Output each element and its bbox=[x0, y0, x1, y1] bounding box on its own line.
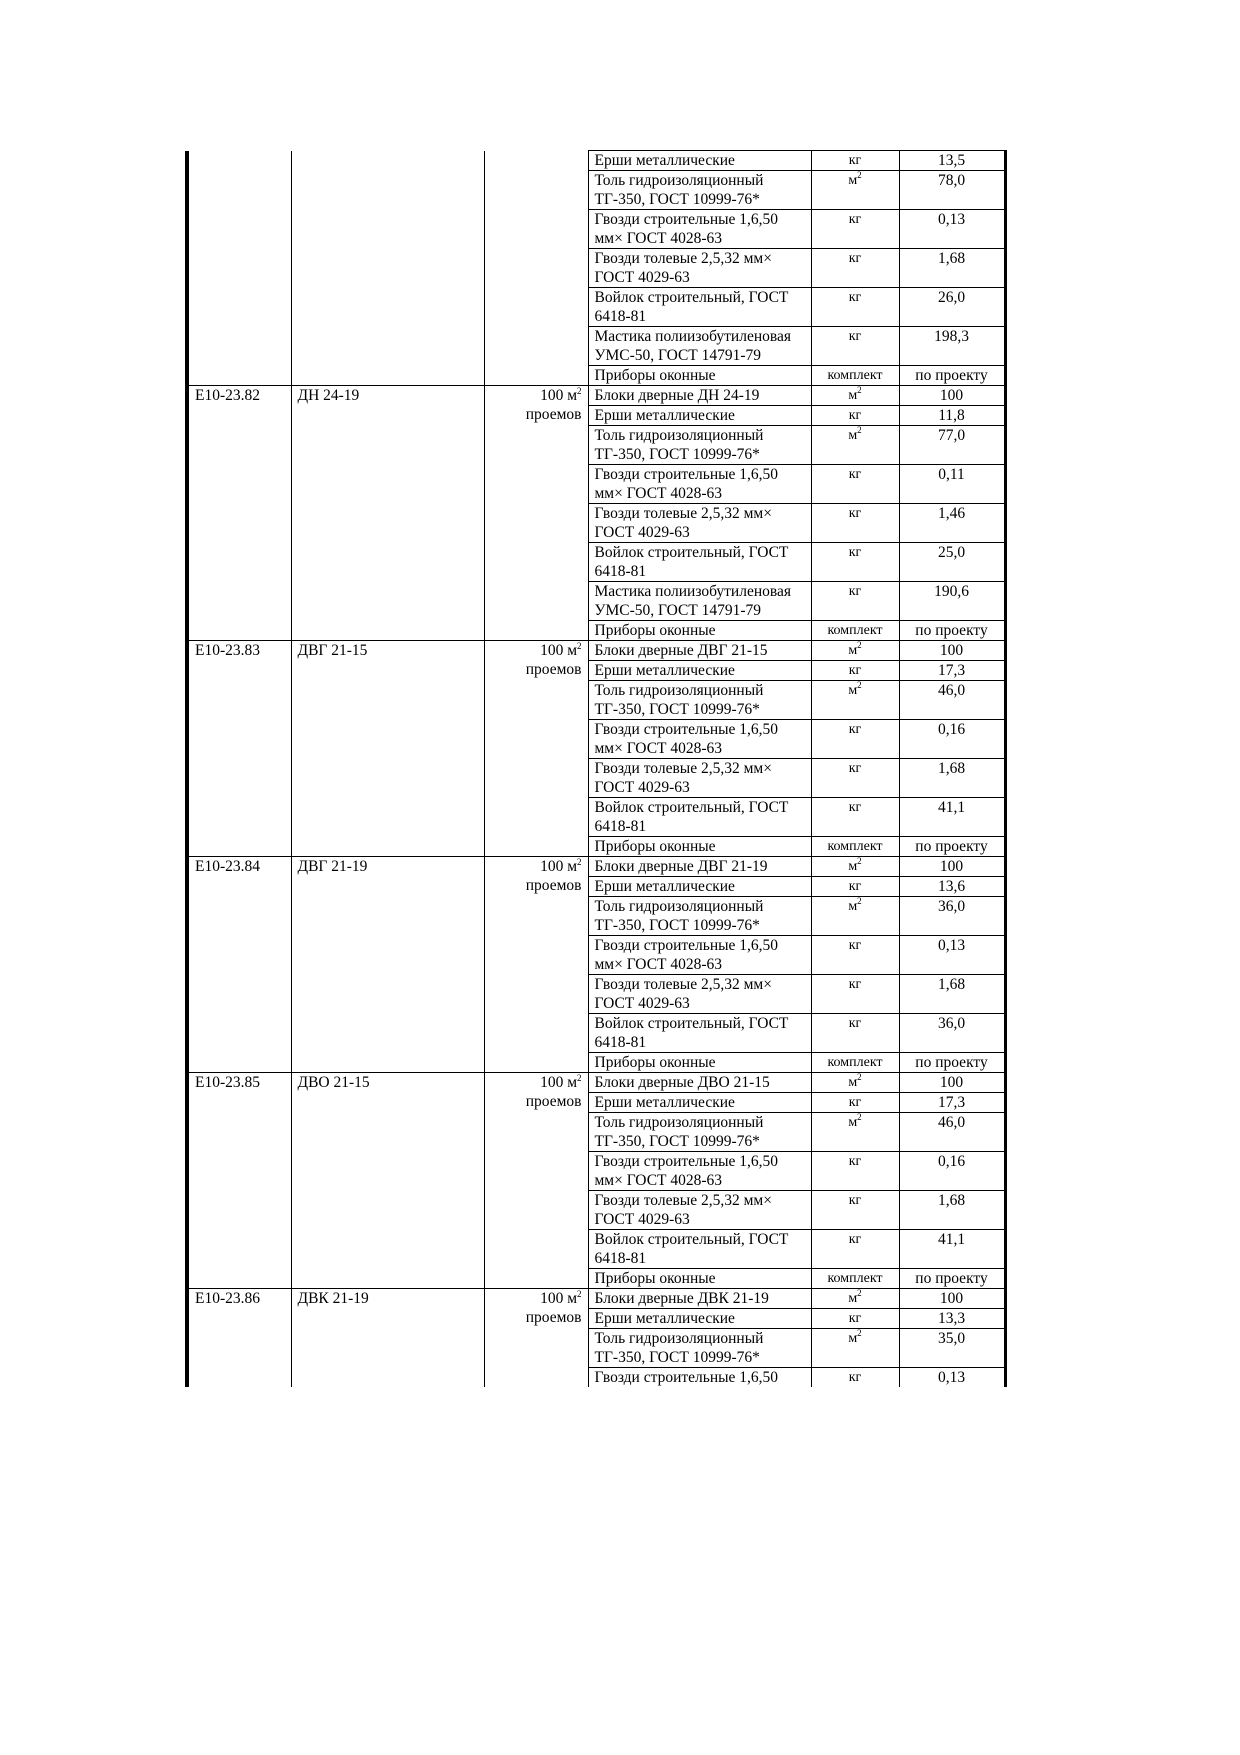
resource-name: Гвозди строительные 1,6,50 мм× ГОСТ 4028-63 bbox=[588, 210, 811, 249]
unit-superscript: 2 bbox=[857, 1288, 862, 1298]
resource-quantity: 13,5 bbox=[899, 151, 1005, 171]
resource-quantity: по проекту bbox=[899, 621, 1005, 641]
resource-unit-text: кг bbox=[848, 467, 862, 482]
resource-name: Гвозди строительные 1,6,50 bbox=[588, 1368, 811, 1388]
resource-unit bbox=[811, 1113, 899, 1152]
measure-unit bbox=[484, 386, 588, 641]
resource-quantity: 1,68 bbox=[899, 249, 1005, 288]
resource-quantity: 35,0 bbox=[899, 1329, 1005, 1368]
measure-value-text: 100 м bbox=[540, 642, 577, 659]
resource-name: Гвозди строительные 1,6,50 мм× ГОСТ 4028-63 bbox=[588, 1152, 811, 1191]
resource-quantity: 36,0 bbox=[899, 1014, 1005, 1053]
resource-unit bbox=[811, 877, 899, 897]
resource-unit bbox=[811, 1230, 899, 1269]
resource-unit bbox=[811, 366, 899, 386]
resource-name: Блоки дверные ДВК 21-19 bbox=[588, 1289, 811, 1309]
resource-quantity: 100 bbox=[899, 1073, 1005, 1093]
resource-name: Толь гидроизоляционный ТГ-350, ГОСТ 10999-76* bbox=[588, 1113, 811, 1152]
resource-quantity: 25,0 bbox=[899, 543, 1005, 582]
resource-unit-text: кг bbox=[848, 761, 862, 776]
resource-unit-text: кг bbox=[848, 1311, 862, 1326]
resource-unit-text: кг bbox=[848, 938, 862, 953]
resource-unit-text: кг bbox=[848, 153, 862, 168]
resource-name: Блоки дверные ДВО 21-15 bbox=[588, 1073, 811, 1093]
resource-unit bbox=[811, 171, 899, 210]
resource-quantity: 13,6 bbox=[899, 877, 1005, 897]
resource-quantity: 77,0 bbox=[899, 426, 1005, 465]
resource-unit bbox=[811, 1073, 899, 1093]
resource-quantity: 26,0 bbox=[899, 288, 1005, 327]
measure-unit bbox=[484, 1073, 588, 1289]
resource-unit bbox=[811, 1329, 899, 1368]
resource-name: Гвозди толевые 2,5,32 мм× ГОСТ 4029-63 bbox=[588, 249, 811, 288]
resource-quantity: 17,3 bbox=[899, 661, 1005, 681]
resource-unit-text: кг bbox=[848, 212, 862, 227]
resource-unit-text: кг bbox=[848, 977, 862, 992]
resource-unit bbox=[811, 426, 899, 465]
resource-name: Толь гидроизоляционный ТГ-350, ГОСТ 10999-76* bbox=[588, 897, 811, 936]
resource-name: Толь гидроизоляционный ТГ-350, ГОСТ 10999-76* bbox=[588, 681, 811, 720]
norms-table-body bbox=[187, 151, 1005, 1388]
resource-unit bbox=[811, 720, 899, 759]
resource-unit-text: кг bbox=[848, 251, 862, 266]
unit-superscript: 2 bbox=[857, 385, 862, 395]
resource-unit-text: кг bbox=[848, 879, 862, 894]
resource-name: Ерши металлические bbox=[588, 661, 811, 681]
measure-sub: проемов bbox=[525, 1093, 582, 1110]
document-sheet bbox=[185, 150, 1003, 1387]
resource-unit-text: м bbox=[848, 899, 858, 914]
resource-quantity: 11,8 bbox=[899, 406, 1005, 426]
measure-unit bbox=[484, 641, 588, 857]
resource-unit-text: кг bbox=[848, 584, 862, 599]
measure-unit bbox=[484, 857, 588, 1073]
resource-quantity: 100 bbox=[899, 857, 1005, 877]
resource-unit bbox=[811, 1368, 899, 1388]
measure-value bbox=[491, 857, 582, 876]
resource-unit bbox=[811, 1053, 899, 1073]
measure-value-text: 100 м bbox=[540, 1290, 577, 1307]
resource-quantity: 1,68 bbox=[899, 1191, 1005, 1230]
measure-sub: проемов bbox=[525, 1309, 582, 1326]
resource-unit-text: м bbox=[848, 1331, 858, 1346]
resource-unit-text: кг bbox=[848, 1193, 862, 1208]
resource-unit bbox=[811, 465, 899, 504]
resource-unit-text: кг bbox=[848, 1016, 862, 1031]
resource-unit-text: м bbox=[848, 1291, 858, 1306]
resource-unit-text: м bbox=[848, 428, 858, 443]
measure-unit bbox=[484, 151, 588, 386]
table-row bbox=[187, 641, 1005, 661]
resource-unit-text: м bbox=[848, 859, 858, 874]
norm-code: Е10-23.84 bbox=[187, 857, 291, 1073]
block-type: ДВГ 21-15 bbox=[291, 641, 484, 857]
resource-unit bbox=[811, 386, 899, 406]
resource-unit bbox=[811, 837, 899, 857]
measure-value bbox=[491, 386, 582, 405]
resource-unit bbox=[811, 798, 899, 837]
measure-superscript: 2 bbox=[577, 857, 582, 867]
resource-unit-text: кг bbox=[848, 1232, 862, 1247]
resource-quantity: 36,0 bbox=[899, 897, 1005, 936]
resource-name: Приборы оконные bbox=[588, 1053, 811, 1073]
resource-quantity: по проекту bbox=[899, 837, 1005, 857]
table-row bbox=[187, 151, 1005, 171]
resource-unit bbox=[811, 210, 899, 249]
norm-code: Е10-23.86 bbox=[187, 1289, 291, 1388]
resource-name: Толь гидроизоляционный ТГ-350, ГОСТ 10999-76* bbox=[588, 1329, 811, 1368]
resource-unit bbox=[811, 504, 899, 543]
resource-unit-text: кг bbox=[848, 408, 862, 423]
resource-quantity: 46,0 bbox=[899, 1113, 1005, 1152]
block-type: ДН 24-19 bbox=[291, 386, 484, 641]
resource-name: Толь гидроизоляционный ТГ-350, ГОСТ 10999-76* bbox=[588, 426, 811, 465]
resource-unit-text: кг bbox=[848, 1154, 862, 1169]
measure-value-text: 100 м bbox=[540, 858, 577, 875]
unit-superscript: 2 bbox=[857, 856, 862, 866]
resource-name: Войлок строительный, ГОСТ 6418-81 bbox=[588, 1014, 811, 1053]
measure-sub: проемов bbox=[525, 406, 582, 423]
resource-unit bbox=[811, 857, 899, 877]
resource-name: Гвозди толевые 2,5,32 мм× ГОСТ 4029-63 bbox=[588, 1191, 811, 1230]
resource-unit-text: кг bbox=[848, 290, 862, 305]
resource-quantity: 13,3 bbox=[899, 1309, 1005, 1329]
resource-quantity: по проекту bbox=[899, 1269, 1005, 1289]
resource-quantity: 0,16 bbox=[899, 1152, 1005, 1191]
resource-name: Приборы оконные bbox=[588, 621, 811, 641]
resource-unit bbox=[811, 897, 899, 936]
resource-unit bbox=[811, 288, 899, 327]
block-type bbox=[291, 151, 484, 386]
resource-unit bbox=[811, 1191, 899, 1230]
resource-unit-text: кг bbox=[848, 800, 862, 815]
resource-quantity: 0,13 bbox=[899, 1368, 1005, 1388]
resource-name: Блоки дверные ДН 24-19 bbox=[588, 386, 811, 406]
unit-superscript: 2 bbox=[857, 1112, 862, 1122]
resource-quantity: 100 bbox=[899, 641, 1005, 661]
resource-quantity: 198,3 bbox=[899, 327, 1005, 366]
measure-value-text: 100 м bbox=[540, 387, 577, 404]
resource-unit-text: кг bbox=[848, 329, 862, 344]
unit-superscript: 2 bbox=[857, 896, 862, 906]
resource-name: Ерши металлические bbox=[588, 1309, 811, 1329]
resource-name: Гвозди толевые 2,5,32 мм× ГОСТ 4029-63 bbox=[588, 975, 811, 1014]
resource-name: Блоки дверные ДВГ 21-15 bbox=[588, 641, 811, 661]
resource-unit bbox=[811, 975, 899, 1014]
resource-unit bbox=[811, 1269, 899, 1289]
resource-quantity: 1,68 bbox=[899, 759, 1005, 798]
unit-superscript: 2 bbox=[857, 170, 862, 180]
resource-unit-text: м bbox=[848, 388, 858, 403]
resource-name: Приборы оконные bbox=[588, 366, 811, 386]
resource-name: Ерши металлические bbox=[588, 1093, 811, 1113]
unit-superscript: 2 bbox=[857, 1072, 862, 1082]
table-row bbox=[187, 1073, 1005, 1093]
resource-quantity: по проекту bbox=[899, 366, 1005, 386]
measure-value bbox=[491, 1289, 582, 1308]
resource-unit-text: м bbox=[848, 683, 858, 698]
resource-unit bbox=[811, 936, 899, 975]
resource-quantity: 46,0 bbox=[899, 681, 1005, 720]
measure-value bbox=[491, 641, 582, 660]
resource-quantity: 78,0 bbox=[899, 171, 1005, 210]
resource-name: Войлок строительный, ГОСТ 6418-81 bbox=[588, 798, 811, 837]
table-row bbox=[187, 857, 1005, 877]
measure-value-text: 100 м bbox=[540, 1074, 577, 1091]
resource-name: Гвозди строительные 1,6,50 мм× ГОСТ 4028-63 bbox=[588, 465, 811, 504]
resource-unit-text: кг bbox=[848, 1095, 862, 1110]
measure-superscript: 2 bbox=[577, 386, 582, 396]
resource-unit-text: м bbox=[848, 1075, 858, 1090]
resource-unit bbox=[811, 681, 899, 720]
table-row bbox=[187, 386, 1005, 406]
measure-superscript: 2 bbox=[577, 641, 582, 651]
resource-name: Войлок строительный, ГОСТ 6418-81 bbox=[588, 543, 811, 582]
resource-unit bbox=[811, 661, 899, 681]
resource-quantity: по проекту bbox=[899, 1053, 1005, 1073]
resource-unit bbox=[811, 327, 899, 366]
measure-superscript: 2 bbox=[577, 1073, 582, 1083]
resource-unit-text: кг bbox=[848, 722, 862, 737]
resource-unit bbox=[811, 406, 899, 426]
measure-superscript: 2 bbox=[577, 1289, 582, 1299]
resource-name: Блоки дверные ДВГ 21-19 bbox=[588, 857, 811, 877]
unit-superscript: 2 bbox=[857, 640, 862, 650]
resource-quantity: 1,46 bbox=[899, 504, 1005, 543]
resource-quantity: 190,6 bbox=[899, 582, 1005, 621]
unit-superscript: 2 bbox=[857, 680, 862, 690]
resource-unit-text: кг bbox=[848, 545, 862, 560]
resource-unit-text: комплект bbox=[827, 1055, 883, 1070]
resource-unit bbox=[811, 1309, 899, 1329]
resource-unit bbox=[811, 1093, 899, 1113]
resource-quantity: 41,1 bbox=[899, 798, 1005, 837]
resource-unit-text: м bbox=[848, 173, 858, 188]
resource-name: Гвозди толевые 2,5,32 мм× ГОСТ 4029-63 bbox=[588, 759, 811, 798]
resource-unit-text: м bbox=[848, 1115, 858, 1130]
resource-unit-text: кг bbox=[848, 1370, 862, 1385]
resource-quantity: 41,1 bbox=[899, 1230, 1005, 1269]
resource-name: Приборы оконные bbox=[588, 837, 811, 857]
resource-name: Ерши металлические bbox=[588, 151, 811, 171]
block-type: ДВК 21-19 bbox=[291, 1289, 484, 1388]
resource-quantity: 0,13 bbox=[899, 936, 1005, 975]
resource-unit-text: комплект bbox=[827, 839, 883, 854]
resource-quantity: 100 bbox=[899, 1289, 1005, 1309]
resource-quantity: 0,16 bbox=[899, 720, 1005, 759]
resource-unit-text: кг bbox=[848, 506, 862, 521]
table-row bbox=[187, 1289, 1005, 1309]
resource-unit bbox=[811, 151, 899, 171]
resource-quantity: 100 bbox=[899, 386, 1005, 406]
unit-superscript: 2 bbox=[857, 425, 862, 435]
block-type: ДВГ 21-19 bbox=[291, 857, 484, 1073]
norm-code bbox=[187, 151, 291, 386]
measure-unit bbox=[484, 1289, 588, 1388]
resource-name: Гвозди строительные 1,6,50 мм× ГОСТ 4028-63 bbox=[588, 936, 811, 975]
resource-unit bbox=[811, 543, 899, 582]
resource-name: Гвозди толевые 2,5,32 мм× ГОСТ 4029-63 bbox=[588, 504, 811, 543]
resource-name: Войлок строительный, ГОСТ 6418-81 bbox=[588, 1230, 811, 1269]
resource-name: Толь гидроизоляционный ТГ-350, ГОСТ 10999-76* bbox=[588, 171, 811, 210]
norm-code: Е10-23.85 bbox=[187, 1073, 291, 1289]
resource-unit bbox=[811, 759, 899, 798]
resource-unit bbox=[811, 641, 899, 661]
resource-unit-text: кг bbox=[848, 663, 862, 678]
norm-code: Е10-23.82 bbox=[187, 386, 291, 641]
norms-table bbox=[185, 150, 1007, 1387]
measure-sub: проемов bbox=[525, 661, 582, 678]
resource-name: Гвозди строительные 1,6,50 мм× ГОСТ 4028-63 bbox=[588, 720, 811, 759]
resource-unit-text: комплект bbox=[827, 1271, 883, 1286]
block-type: ДВО 21-15 bbox=[291, 1073, 484, 1289]
resource-quantity: 0,11 bbox=[899, 465, 1005, 504]
measure-value bbox=[491, 1073, 582, 1092]
resource-unit bbox=[811, 1014, 899, 1053]
resource-unit-text: комплект bbox=[827, 368, 883, 383]
resource-quantity: 1,68 bbox=[899, 975, 1005, 1014]
norm-code: Е10-23.83 bbox=[187, 641, 291, 857]
resource-name: Мастика полиизобутиленовая УМС-50, ГОСТ 14791-79 bbox=[588, 327, 811, 366]
resource-name: Мастика полиизобутиленовая УМС-50, ГОСТ 14791-79 bbox=[588, 582, 811, 621]
resource-unit bbox=[811, 582, 899, 621]
resource-name: Ерши металлические bbox=[588, 406, 811, 426]
resource-unit bbox=[811, 621, 899, 641]
resource-quantity: 17,3 bbox=[899, 1093, 1005, 1113]
resource-name: Приборы оконные bbox=[588, 1269, 811, 1289]
resource-name: Войлок строительный, ГОСТ 6418-81 bbox=[588, 288, 811, 327]
resource-unit bbox=[811, 249, 899, 288]
unit-superscript: 2 bbox=[857, 1328, 862, 1338]
resource-unit-text: м bbox=[848, 643, 858, 658]
resource-unit bbox=[811, 1289, 899, 1309]
resource-quantity: 0,13 bbox=[899, 210, 1005, 249]
resource-unit-text: комплект bbox=[827, 623, 883, 638]
resource-unit bbox=[811, 1152, 899, 1191]
resource-name: Ерши металлические bbox=[588, 877, 811, 897]
measure-sub: проемов bbox=[525, 877, 582, 894]
